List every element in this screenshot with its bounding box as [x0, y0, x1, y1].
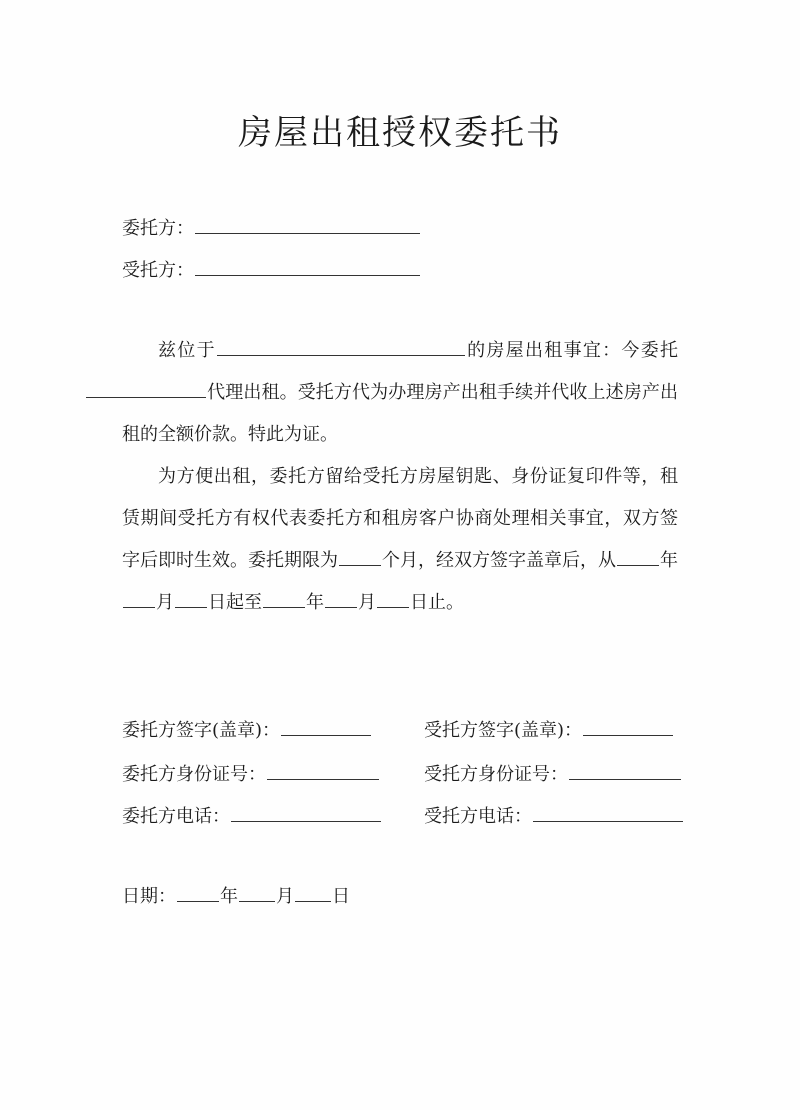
agent-id-label: 受托方身份证号：: [424, 764, 568, 785]
agent-phone-label: 受托方电话：: [424, 806, 532, 827]
date-row: [122, 882, 350, 908]
principal-phone-label: 委托方电话：: [122, 806, 230, 827]
principal-sign-label: 委托方签字(盖章)：: [122, 720, 281, 741]
body-text: [122, 330, 678, 624]
p2-day2: 日止。: [410, 592, 464, 613]
property-address-blank[interactable]: [217, 337, 465, 356]
agent-id-blank[interactable]: [569, 761, 681, 780]
date-year-blank[interactable]: [177, 883, 219, 902]
p1-part3: 代理出租。受托方代为办理房产出租手续并代收上述房产出租的全额价款。特此为证。: [122, 382, 678, 445]
term-months-blank[interactable]: [339, 547, 381, 566]
principal-signature-row: [122, 716, 380, 742]
agent-id-row: [424, 760, 682, 786]
end-day-blank[interactable]: [377, 589, 409, 608]
agent-field: [122, 256, 421, 282]
p1-part1: 兹位于: [158, 340, 216, 361]
end-month-blank[interactable]: [325, 589, 357, 608]
p2-part2: 个月，经双方签字盖章后，从: [382, 550, 616, 571]
principal-phone-row: [122, 802, 380, 828]
p2-month1: 月: [156, 592, 174, 613]
start-year-blank[interactable]: [617, 547, 659, 566]
p2-day1: 日起至: [208, 592, 262, 613]
agent-phone-row: [424, 802, 682, 828]
principal-blank[interactable]: [195, 215, 420, 234]
principal-sign-blank[interactable]: [281, 717, 371, 736]
agent-signature-row: [424, 716, 682, 742]
date-label: 日期：: [122, 886, 176, 907]
agent-sign-label: 受托方签字(盖章)：: [424, 720, 583, 741]
principal-id-blank[interactable]: [267, 761, 379, 780]
principal-phone-blank[interactable]: [231, 803, 381, 822]
end-year-blank[interactable]: [263, 589, 305, 608]
date-day-blank[interactable]: [295, 883, 331, 902]
principal-label: 委托方：: [122, 218, 194, 239]
p2-year2: 年: [306, 592, 324, 613]
agent-sign-blank[interactable]: [583, 717, 673, 736]
principal-field: [122, 214, 421, 240]
date-day-label: 日: [332, 886, 350, 907]
start-month-blank[interactable]: [123, 589, 155, 608]
paragraph-property: [122, 330, 678, 456]
date-month-label: 月: [276, 886, 294, 907]
principal-id-row: [122, 760, 380, 786]
agent-name-blank[interactable]: [86, 379, 206, 398]
agent-label: 受托方：: [122, 260, 194, 281]
p2-year1: 年: [660, 550, 678, 571]
date-month-blank[interactable]: [239, 883, 275, 902]
p1-part2: 的房屋出租事宜：今委托: [465, 340, 679, 361]
document-title: 房屋出租授权委托书: [238, 113, 562, 153]
principal-id-label: 委托方身份证号：: [122, 764, 266, 785]
start-day-blank[interactable]: [175, 589, 207, 608]
agent-phone-blank[interactable]: [533, 803, 683, 822]
date-year-label: 年: [220, 886, 238, 907]
agent-blank[interactable]: [195, 257, 420, 276]
paragraph-terms: [122, 456, 678, 624]
p2-part1: 为方便出租，委托方留给受托方房屋钥匙、身份证复印件等，租赁期间受托方有权代表委托方和租房客户协商处理相关事宜，双方签字后即时生效。委托期限为: [122, 466, 678, 571]
p2-month2: 月: [358, 592, 376, 613]
